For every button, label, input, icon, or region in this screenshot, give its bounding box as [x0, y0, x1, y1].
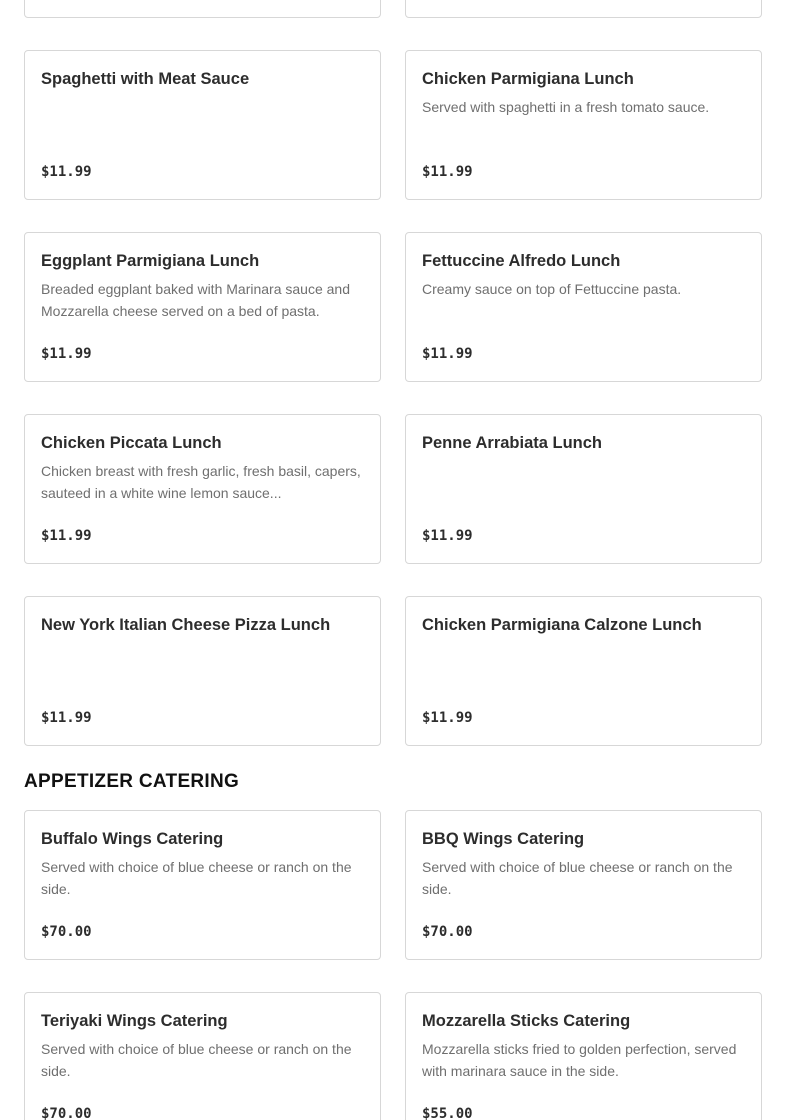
menu-item-price: $11.99	[422, 710, 473, 726]
menu-item-name: Mozzarella Sticks Catering	[422, 1012, 631, 1030]
menu-item-price: $11.99	[41, 346, 92, 362]
menu-item-price: $55.00	[422, 1106, 473, 1120]
menu-item-card-partial[interactable]	[405, 0, 762, 18]
menu-item-price: $11.99	[422, 528, 473, 544]
menu-item-card[interactable]	[24, 414, 381, 564]
menu-item-price: $11.99	[422, 346, 473, 362]
menu-item-card[interactable]	[405, 232, 762, 382]
menu-item-description: Chicken breast with fresh garlic, fresh basil, capers, sauteed in a white wine lemon sauce...	[41, 463, 361, 501]
menu-item-description: Served with spaghetti in a fresh tomato sauce.	[422, 99, 710, 115]
menu-item-card[interactable]	[24, 596, 381, 746]
menu-item-name: Chicken Parmigiana Calzone Lunch	[422, 616, 702, 634]
menu-item-name: Fettuccine Alfredo Lunch	[422, 252, 621, 270]
menu-item-price: $70.00	[422, 924, 473, 940]
menu-item-name: BBQ Wings Catering	[422, 830, 585, 848]
menu-item-description: Creamy sauce on top of Fettuccine pasta.	[422, 281, 682, 297]
menu-item-card[interactable]	[24, 810, 381, 960]
menu-item-card[interactable]	[405, 992, 762, 1120]
menu-item-name: Chicken Parmigiana Lunch	[422, 70, 634, 88]
menu-item-card[interactable]	[24, 232, 381, 382]
menu-item-description: Served with choice of blue cheese or ranch on the side.	[41, 1041, 352, 1079]
menu-item-name: Teriyaki Wings Catering	[41, 1012, 228, 1030]
menu-item-name: New York Italian Cheese Pizza Lunch	[41, 616, 331, 634]
menu-item-name: Spaghetti with Meat Sauce	[41, 70, 250, 88]
menu-item-description: Breaded eggplant baked with Marinara sauce and Mozzarella cheese served on a bed of pasta.	[41, 281, 350, 319]
menu-item-name: Eggplant Parmigiana Lunch	[41, 252, 260, 270]
menu-item-name: Buffalo Wings Catering	[41, 830, 224, 848]
menu-item-price: $11.99	[41, 528, 92, 544]
menu-item-card[interactable]	[405, 596, 762, 746]
menu-item-name: Penne Arrabiata Lunch	[422, 434, 603, 452]
menu-item-description: Served with choice of blue cheese or ranch on the side.	[422, 859, 733, 897]
menu-item-description: Mozzarella sticks fried to golden perfection, served with marinara sauce in the side.	[422, 1041, 737, 1079]
menu-item-card-partial[interactable]	[24, 0, 381, 18]
section-heading: APPETIZER CATERING	[24, 771, 240, 792]
menu-item-card[interactable]	[405, 414, 762, 564]
menu-item-card[interactable]	[24, 992, 381, 1120]
menu-item-card[interactable]	[24, 50, 381, 200]
menu-item-card[interactable]	[405, 50, 762, 200]
menu-item-price: $70.00	[41, 1106, 92, 1120]
menu-item-name: Chicken Piccata Lunch	[41, 434, 222, 452]
menu-item-price: $11.99	[41, 164, 92, 180]
menu-item-price: $70.00	[41, 924, 92, 940]
menu-item-price: $11.99	[422, 164, 473, 180]
menu-item-card[interactable]	[405, 810, 762, 960]
menu-item-price: $11.99	[41, 710, 92, 726]
menu-item-description: Served with choice of blue cheese or ranch on the side.	[41, 859, 352, 897]
